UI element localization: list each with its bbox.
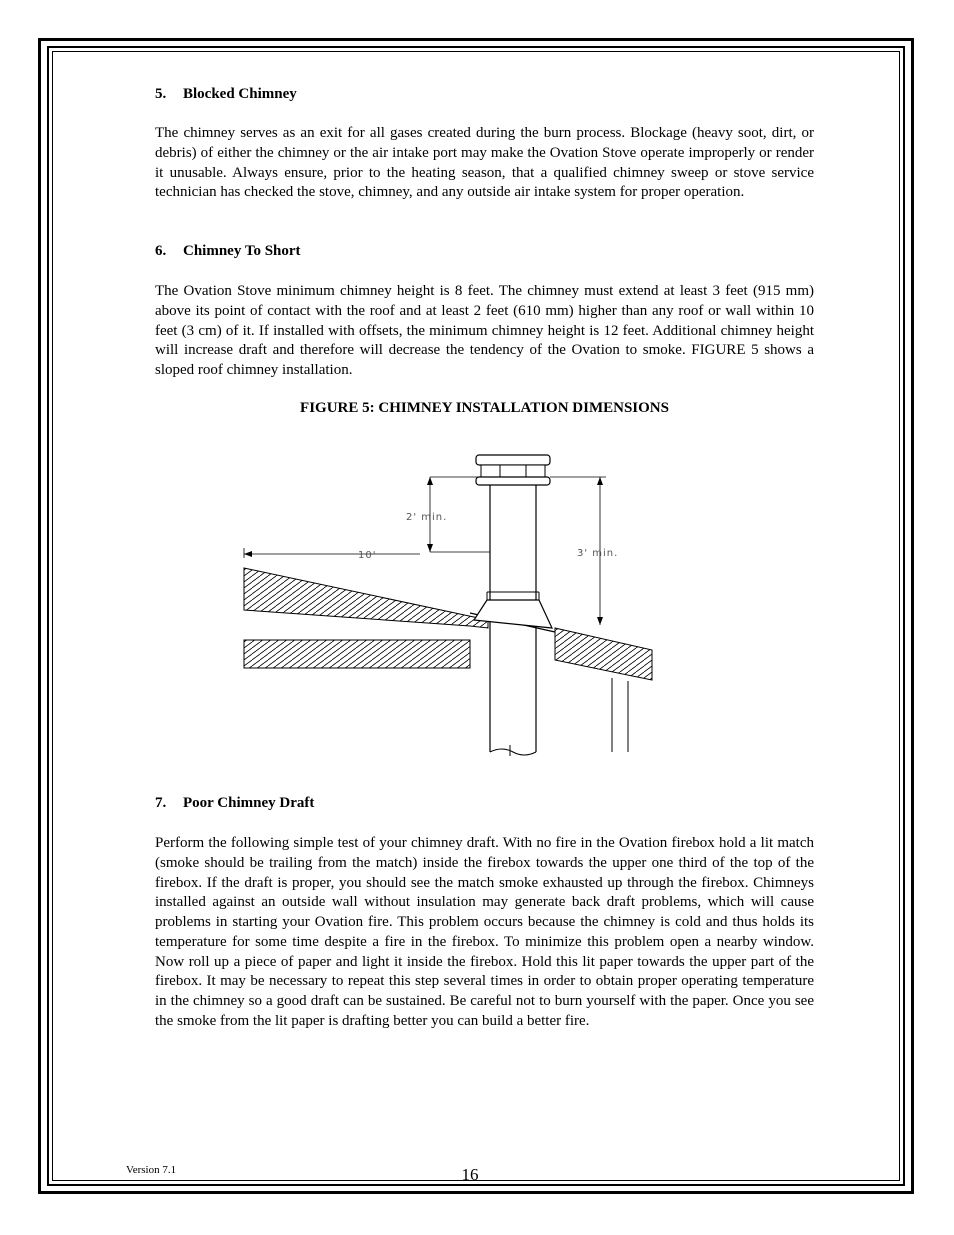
section-7-heading	[155, 795, 314, 812]
roof-left	[244, 568, 488, 628]
section-5-heading	[155, 86, 297, 103]
section-7-title: Poor Chimney Draft	[183, 795, 315, 811]
section-5-body: The chimney serves as an exit for all gases created during the burn process. Blockage (heavy soot, dirt, or debris) of either the chimney or the air intake port may make the Ovation Stove operate improperly or render it unusable. Always ensure, prior to the heating season, that a qualified chimney sweep or stove service technician has checked the stove, chimney, and any outside air intake system for proper operation.	[155, 125, 814, 201]
chimney-installation-figure	[240, 450, 660, 760]
section-7-number: 7.	[155, 795, 167, 811]
section-5-title: Blocked Chimney	[183, 86, 297, 102]
chimney-cap	[476, 455, 550, 465]
section-5-number: 5.	[155, 86, 167, 102]
section-7-body: Perform the following simple test of your chimney draft. With no fire in the Ovation firebox hold a lit match (smoke should be trailing from the match) inside the firebox towards the upper one third of the top of the firebox. If the draft is proper, you should see the match smoke exhausted up through the firebox. Chimneys installed against an outside wall without insulation may generate back draft problems, which will cause problems in starting your Ovation fire. This problem occurs because the chimney is cold and thus holds its temperature for some time despite a fire in the firebox. To minimize this problem open a nearby window. Now roll up a piece of paper and light it inside the firebox. Hold this lit paper towards the upper part of the firebox. It may be necessary to repeat this step several times in order to obtain proper operating temperature in the chimney so a good draft can be sustained. Be careful not to burn yourself with the paper. Once you see the smoke from the lit paper is drafting better you can build a better fire.	[155, 835, 814, 1029]
ceiling-left	[244, 640, 470, 668]
dimension-10ft-label: 10'	[358, 550, 377, 561]
section-6-number: 6.	[155, 243, 167, 259]
section-6-heading	[155, 243, 301, 260]
figure-caption: FIGURE 5: CHIMNEY INSTALLATION DIMENSIONS	[300, 400, 669, 416]
section-6-body: The Ovation Stove minimum chimney height is 8 feet. The chimney must extend at least 3 feet (915 mm) above its point of contact with the roof and at least 2 feet (610 mm) higher than any roof or wall within 10 feet (3 cm) of it. If installed with offsets, the minimum chimney height is 12 feet. Additional chimney height will increase draft and therefore will decrease the tendency of the Ovation to smoke. FIGURE 5 shows a sloped roof chimney installation.	[155, 283, 814, 378]
page-number: 16	[461, 1165, 479, 1184]
dimension-2ft-label: 2' min.	[406, 512, 448, 523]
version-label: Version 7.1	[126, 1164, 177, 1176]
section-6-title: Chimney To Short	[183, 243, 301, 259]
dimension-3ft-label: 3' min.	[577, 548, 619, 559]
roof-right	[555, 628, 652, 680]
